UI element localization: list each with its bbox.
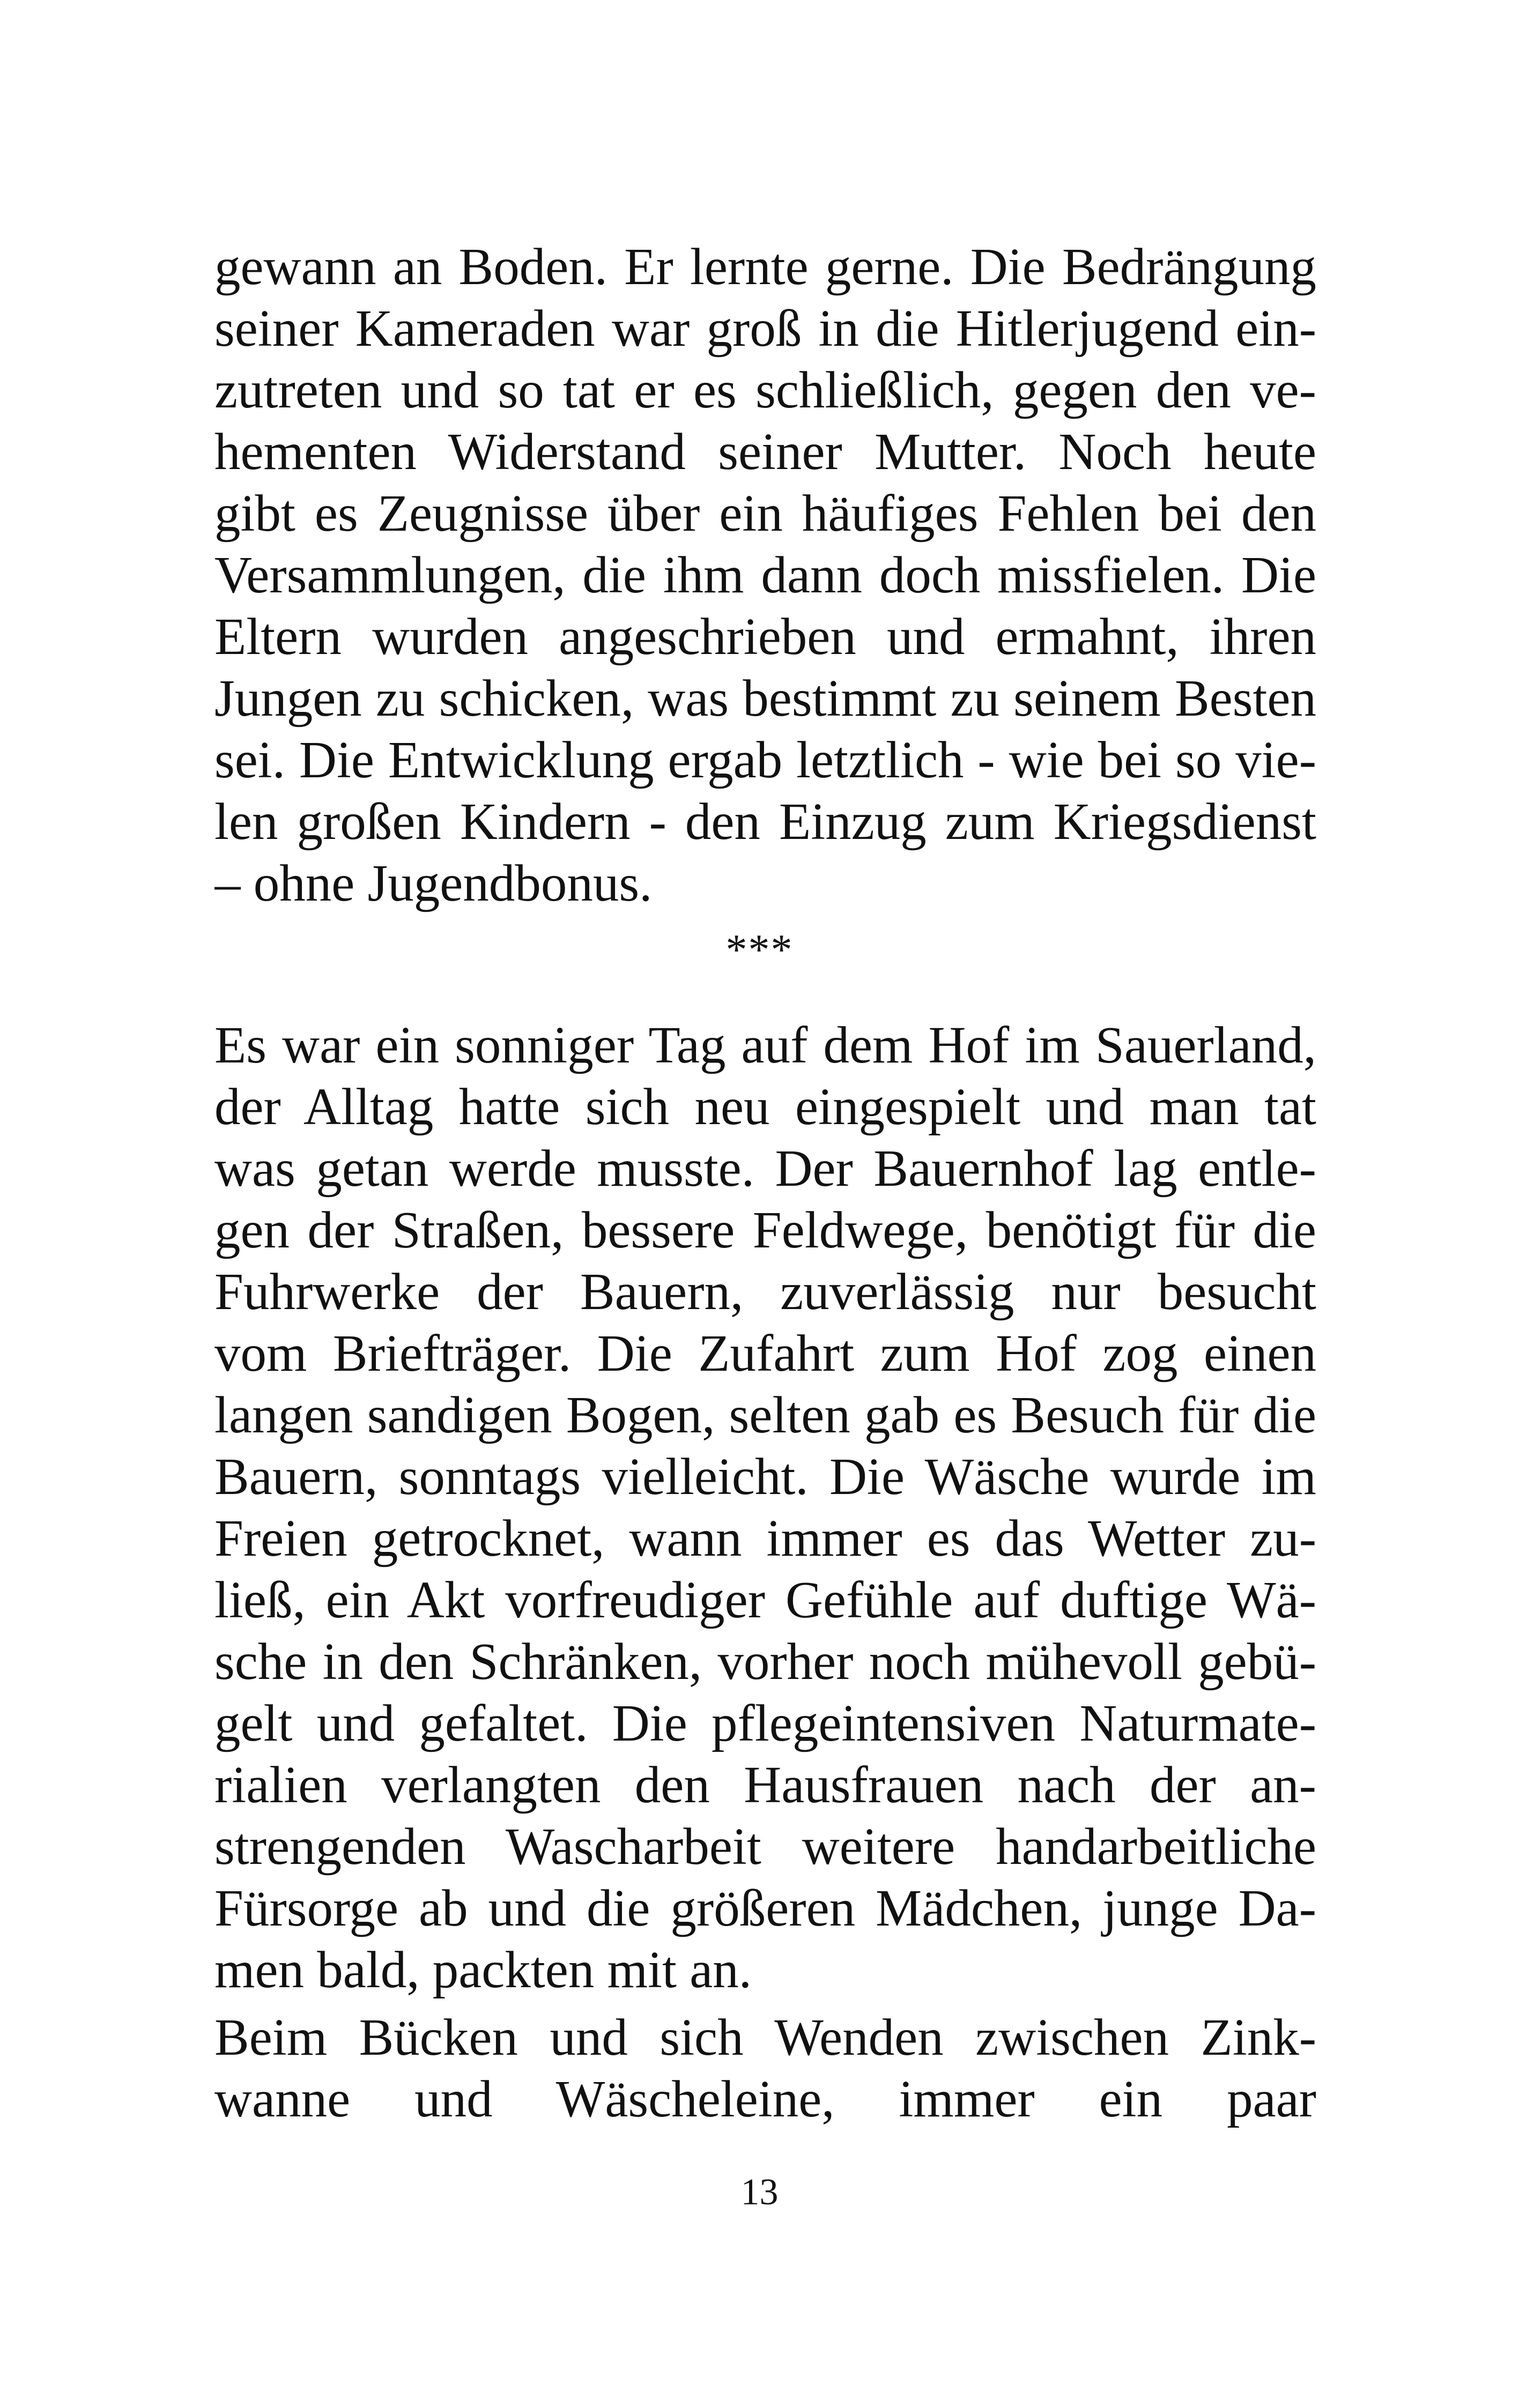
text-line: strengenden Wascharbeit weitere handarbeitliche [214, 1818, 1316, 1875]
text-line: seiner Kameraden war groß in die Hitlerjugend ein- [214, 300, 1316, 357]
text-line: Beim Bücken und sich Wenden zwischen Zink- [214, 2009, 1316, 2066]
text-line: Freien getrocknet, wann immer es das Wetter zu- [214, 1510, 1316, 1567]
text-line: Eltern wurden angeschrieben und ermahnt, ihren [214, 608, 1316, 665]
text-line: sche in den Schränken, vorher noch mühevoll gebü- [214, 1633, 1316, 1690]
text-line: Fürsorge ab und die größeren Mädchen, junge Da- [214, 1879, 1316, 1937]
text-line: Versammlungen, die ihm dann doch missfielen. Die [214, 546, 1316, 604]
text-line: Bauern, sonntags vielleicht. Die Wäsche wurde im [214, 1448, 1316, 1505]
text-line: gewann an Boden. Er lernte gerne. Die Bedrängung [214, 238, 1316, 295]
page-number: 13 [740, 2172, 779, 2213]
text-line: sei. Die Entwicklung ergab letztlich - wie bei so vie- [214, 731, 1316, 789]
text-line: ließ, ein Akt vorfreudiger Gefühle auf duftige Wä- [214, 1571, 1316, 1629]
text-line: zutreten und so tat er es schließlich, gegen den ve- [214, 361, 1316, 419]
text-line: Fuhrwerke der Bauern, zuverlässig nur besucht [214, 1263, 1316, 1320]
text-line: – ohne Jugendbonus. [214, 854, 653, 912]
text-line: vom Briefträger. Die Zufahrt zum Hof zog einen [214, 1325, 1316, 1382]
text-line: len großen Kindern - den Einzug zum Kriegsdienst [214, 793, 1316, 850]
paragraph [214, 1014, 1316, 2001]
text-line: was getan werde musste. Der Bauernhof lag entle- [214, 1140, 1316, 1197]
text-line: Es war ein sonniger Tag auf dem Hof im Sauerland, [214, 1016, 1316, 1074]
section-separator: *** [725, 926, 794, 973]
paragraph [214, 2006, 1316, 2130]
text-line: men bald, packten mit an. [214, 1941, 752, 1998]
text-line: wanne und Wäscheleine, immer ein paar [214, 2070, 1316, 2128]
text-line: der Alltag hatte sich neu eingespielt und man tat [214, 1078, 1316, 1135]
text-line: hementen Widerstand seiner Mutter. Noch heute [214, 423, 1316, 480]
text-line: Jungen zu schicken, was bestimmt zu seinem Besten [214, 670, 1316, 727]
text-line: langen sandigen Bogen, selten gab es Besuch für die [214, 1386, 1316, 1444]
text-line: gelt und gefaltet. Die pflegeintensiven Naturmate- [214, 1694, 1316, 1752]
text-line: rialien verlangten den Hausfrauen nach der an- [214, 1756, 1316, 1814]
text-line: gibt es Zeugnisse über ein häufiges Fehlen bei den [214, 485, 1316, 542]
paragraph [214, 236, 1316, 914]
text-line: gen der Straßen, bessere Feldwege, benötigt für die [214, 1201, 1316, 1259]
